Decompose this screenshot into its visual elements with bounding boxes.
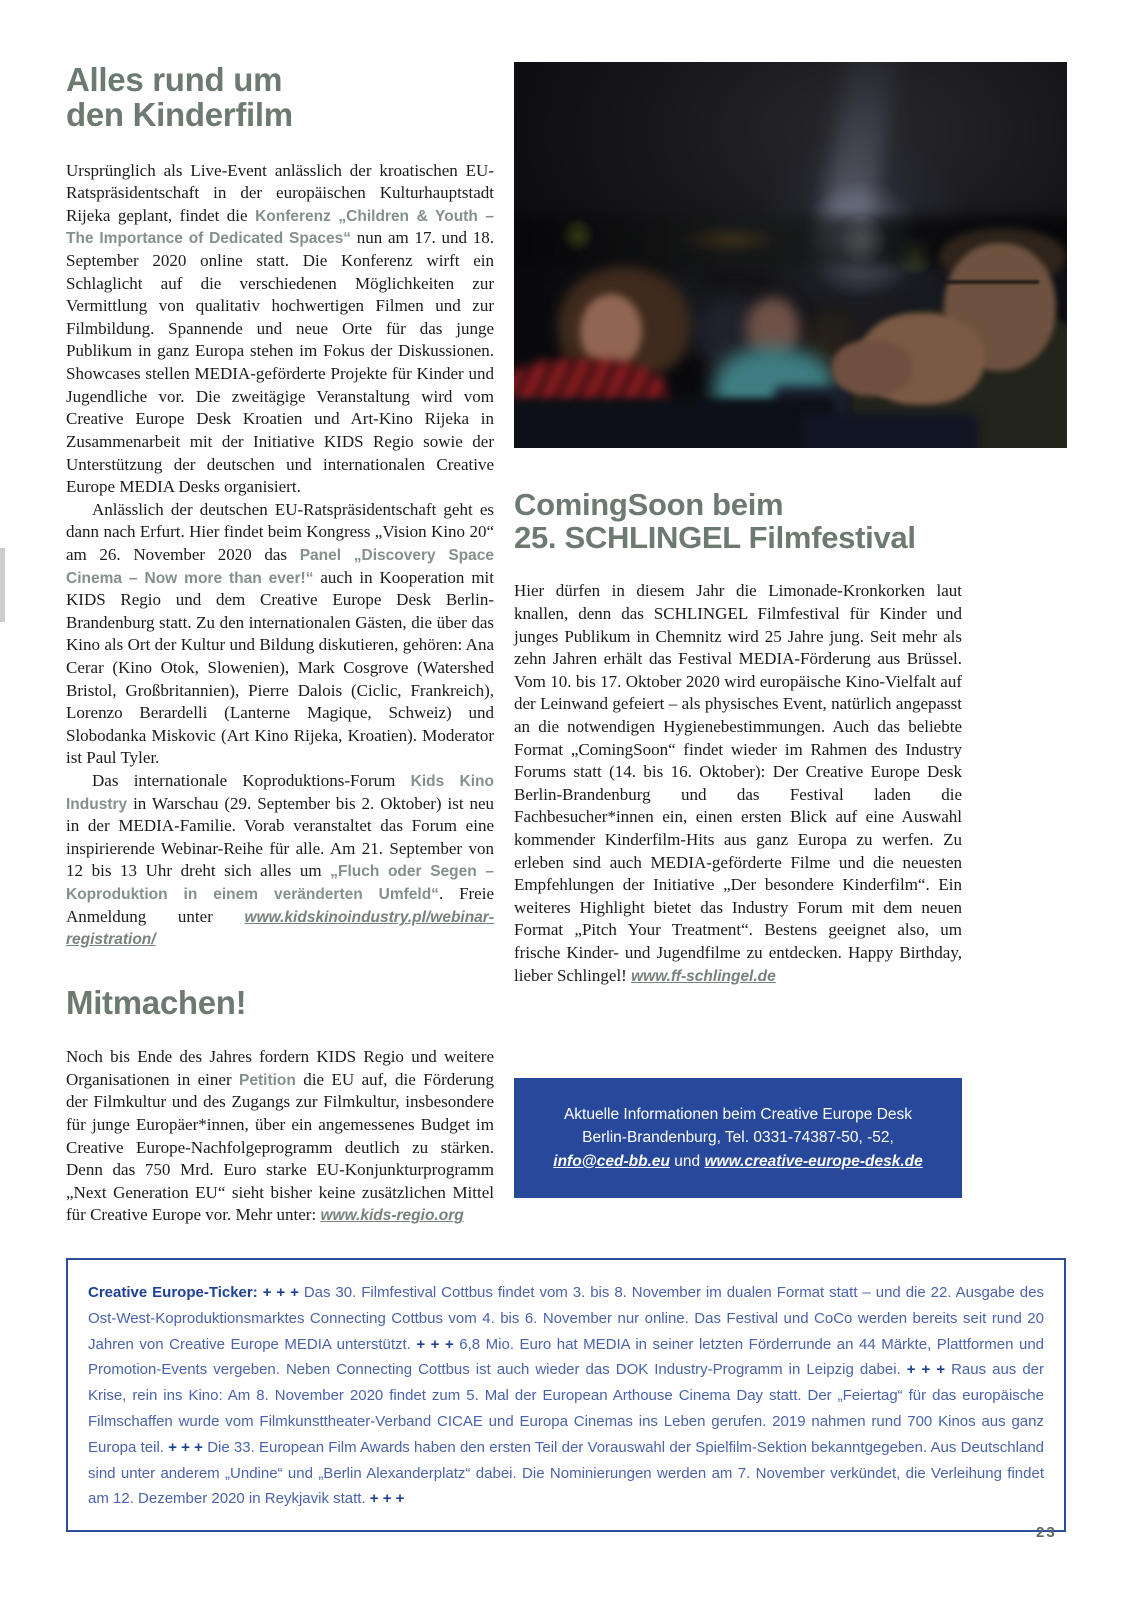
ticker-separator: + + + bbox=[369, 1490, 405, 1508]
highlight-panel-title: Panel „Discovery Space Cinema – Now more than ever!“ bbox=[66, 546, 494, 587]
seat-back bbox=[514, 398, 835, 448]
highlight-petition: Petition bbox=[239, 1071, 296, 1089]
cinema-audience-photo bbox=[514, 62, 1067, 448]
left-column bbox=[66, 62, 494, 1227]
paragraph-schlingel: Hier dürfen in diesem Jahr die Limonade-Kronkorken laut knallen, denn das SCHLINGEL Filmfestival für Kinder und junges Publikum in Chemnitz wird 25 Jahre jung. Seit mehr als zehn Jahren erhält das Festival MEDIA-Förderung aus Brüssel. Vom 10. bis 17. Oktober 2020 wird europäische Kino-Vielfalt auf der Leinwand gefeiert – als physisches Event, natürlich angepasst an die notwendigen Hygienebestimmungen. Auch das beliebte Format „ComingSoon“ findet wieder im Rahmen des Industry Forums statt (14. bis 16. Oktober): Der Creative Europe Desk Berlin-Brandenburg und das Festival laden die Fachbesucher*innen ein, einen ersten Blick auf eine Auswahl kommender Kinderfilm-Hits aus ganz Europa zu werfen. Zu erleben sind auch MEDIA-geförderte Filme und die neuesten Empfehlungen der Initiative „Der besondere Kinderfilm“. Ein weiteres Highlight bietet das Industry Forum mit dem neuen Format „Pitch Your Treatment“. Bestens geeignet also, um frische Kinder- und Jugendfilme zu entdecken. Happy Birthday, lieber Schlingel! www.ff-schlingel.de bbox=[514, 581, 962, 985]
highlight-webinar-title: „Fluch oder Segen – Koproduktion in einem veränderten Umfeld“ bbox=[66, 863, 494, 904]
title-line-1: Alles rund um bbox=[66, 61, 283, 98]
right-column bbox=[514, 62, 1067, 987]
seat-back bbox=[802, 413, 979, 448]
paragraph-conference: Ursprünglich als Live-Event anlässlich der kroatischen EU-Ratspräsidentschaft in der europäischen Kulturhauptstadt Rijeka geplant, findet die Konferenz „Children & Youth – The Importance of Dedicated Spaces“ nun am 17. und 18. September 2020 online statt. Die Konferenz wirft ein Schlaglicht auf die verschiedenen Möglichkeiten zur Vermittlung von qualitativ hochwertigen Filmen und zur Filmbildung. Spannende und neue Orte für das junge Publikum in ganz Europa stehen im Fokus der Diskussionen. Showcases stellen MEDIA-geförderte Projekte für Kinder und Jugendliche vor. Die zweitägige Veranstaltung wird vom Creative Europe Desk Kroatien und Art-Kino Rijeka in Zusammenarbeit mit der Initiative KIDS Regio sowie der Unterstützung der deutschen und internationalen Creative Europe MEDIA Desks organisiert. bbox=[66, 160, 494, 497]
title-line-1: ComingSoon beim bbox=[514, 487, 784, 522]
article-title-kinderfilm bbox=[66, 62, 494, 133]
ticker-separator: + + + bbox=[906, 1361, 952, 1379]
link-kids-regio[interactable]: www.kids-regio.org bbox=[320, 1207, 464, 1225]
ticker-lead: Creative Europe-Ticker: bbox=[88, 1284, 263, 1301]
girl-face bbox=[580, 294, 642, 368]
page-number: 23 bbox=[1036, 1524, 1057, 1541]
ticker-separator: + + + bbox=[168, 1438, 208, 1456]
boy-hand bbox=[832, 340, 912, 396]
link-creative-europe-desk[interactable]: www.creative-europe-desk.de bbox=[704, 1152, 923, 1170]
boy-glasses bbox=[941, 280, 1039, 284]
ticker-item-cottbus: Das 30. Filmfestival Cottbus findet vom 3. bis 8. November im dualen Format statt – und die 22. Ausgabe des Ost-West-Koproduktionsmarktes Connecting Cottbus vom 4. bis 6. November nur online. Das Festival und CoCo werden bereits seit rund 20 Jahren von Creative Europe MEDIA unterstützt. bbox=[88, 1284, 1044, 1353]
title-line-2: den Kinderfilm bbox=[66, 96, 293, 134]
section-title-mitmachen: Mitmachen! bbox=[66, 983, 247, 1021]
ticker-separator: + + + bbox=[416, 1335, 460, 1353]
paragraph-vision-kino: Anlässlich der deutschen EU-Ratspräsidentschaft geht es dann nach Erfurt. Hier findet beim Kongress „Vision Kino 20“ am 26. November 2020 das Panel „Discovery Space Cinema – Now more than ever!“ auch in Kooperation mit KIDS Regio und dem Creative Europe Desk Berlin-Brandenburg statt. Zu den internationalen Gästen, die über das Kino als Ort der Kultur und Bildung diskutieren, gehören: Ana Cerar (Kino Otok, Slowenien), Mark Cosgrove (Watershed Bristol, Großbritannien), Pierre Dalois (Ciclic, Frankreich), Lorenzo Berardelli (Lanterne Magique, Schweiz) und Slobodanka Miskovic (Art Kino Rijeka, Kroatien). Moderator ist Paul Tyler. bbox=[66, 499, 494, 768]
creative-europe-ticker bbox=[66, 1258, 1066, 1532]
ticker-item-european-film-awards: Die 33. European Film Awards haben den ersten Teil der Vorauswahl der Spielfilm-Sektion bekanntgegeben. Aus Deutschland sind unter anderem „Undine“ und „Berlin Alexanderplatz“ dabei. Die Nominierungen werden am 7. November verkündet, die Verleihung findet am 12. Dezember 2020 in Reykjavik statt. bbox=[88, 1438, 1045, 1508]
link-ff-schlingel[interactable]: www.ff-schlingel.de bbox=[631, 967, 776, 985]
link-kidskinoindustry[interactable]: www.kidskinoindustry.pl/webinar-registration/ bbox=[66, 908, 494, 949]
link-email-ced-bb[interactable]: info@ced-bb.eu bbox=[553, 1152, 670, 1170]
paragraph-petition: Noch bis Ende des Jahres fordern KIDS Regio und weitere Organisationen in einer Petition die EU auf, die Förderung der Filmkultur und des Zugangs zur Filmkultur, insbesondere für junge Europäer*innen, über ein angemessenes Budget im Creative Europe-Nachfolgeprogramm deutlich zu stärken. Denn das 750 Mrd. Euro starke EU-Konjunkturprogramm „Next Generation EU“ sieht bisher keine zusätzlichen Mittel für Creative Europe vor. Mehr unter: www.kids-regio.org bbox=[66, 1047, 494, 1225]
title-line-2: 25. SCHLINGEL Filmfestival bbox=[514, 520, 916, 556]
highlight-kids-kino-industry: Kids Kino Industry bbox=[66, 773, 494, 813]
highlight-conference-title: Konferenz „Children & Youth – The Importance of Dedicated Spaces“ bbox=[66, 207, 494, 248]
contact-info-box: Aktuelle Informationen beim Creative Europe Desk Berlin-Brandenburg, Tel. 0331-74387-50, -52, info@ced-bb.eu und www.creative-europe-desk.de bbox=[514, 1078, 962, 1198]
paragraph-kids-kino-industry: Das internationale Koproduktions-Forum Kids Kino Industry in Warschau (29. September bis 2. Oktober) ist neu in der MEDIA-Familie. Vorab veranstaltet das Forum eine inspirierende Webinar-Reihe für alle. Am 21. September von 12 bis 13 Uhr dreht sich alles um „Fluch oder Segen – Koproduktion in einem veränderten Umfeld“. Freie Anmeldung unter www.kidskinoindustry.pl/webinar-registration/ bbox=[66, 771, 494, 949]
article-title-schlingel bbox=[514, 488, 974, 554]
page-edge-mark bbox=[0, 548, 5, 622]
infobox-line-2: Berlin-Brandenburg, Tel. 0331-74387-50, -52, bbox=[582, 1129, 894, 1147]
ticker-item-arthouse-cinema-day: Raus aus der Krise, rein ins Kino: Am 8. November 2020 findet zum 5. Mal der European Arthouse Cinema Day statt. Der „Feiertag“ für das europäische Filmschaffen wurde vom Filmkunsttheater-Verband CICAE und Europa Cinemas ins Leben gerufen. 2019 nahmen rund 700 Kinos aus ganz Europa teil. bbox=[88, 1361, 1045, 1456]
ticker-item-media-funding: 6,8 Mio. Euro hat MEDIA in seiner letzten Förderrunde an 44 Märkte, Plattformen und Promotion-Events vergeben. Neben Connecting Cottbus ist auch wieder das DOK Industry-Programm in Leipzig dabei. bbox=[88, 1335, 1045, 1379]
infobox-line-1: Aktuelle Informationen beim Creative Europe Desk bbox=[563, 1106, 913, 1123]
ticker-separator: + + + bbox=[262, 1284, 304, 1301]
